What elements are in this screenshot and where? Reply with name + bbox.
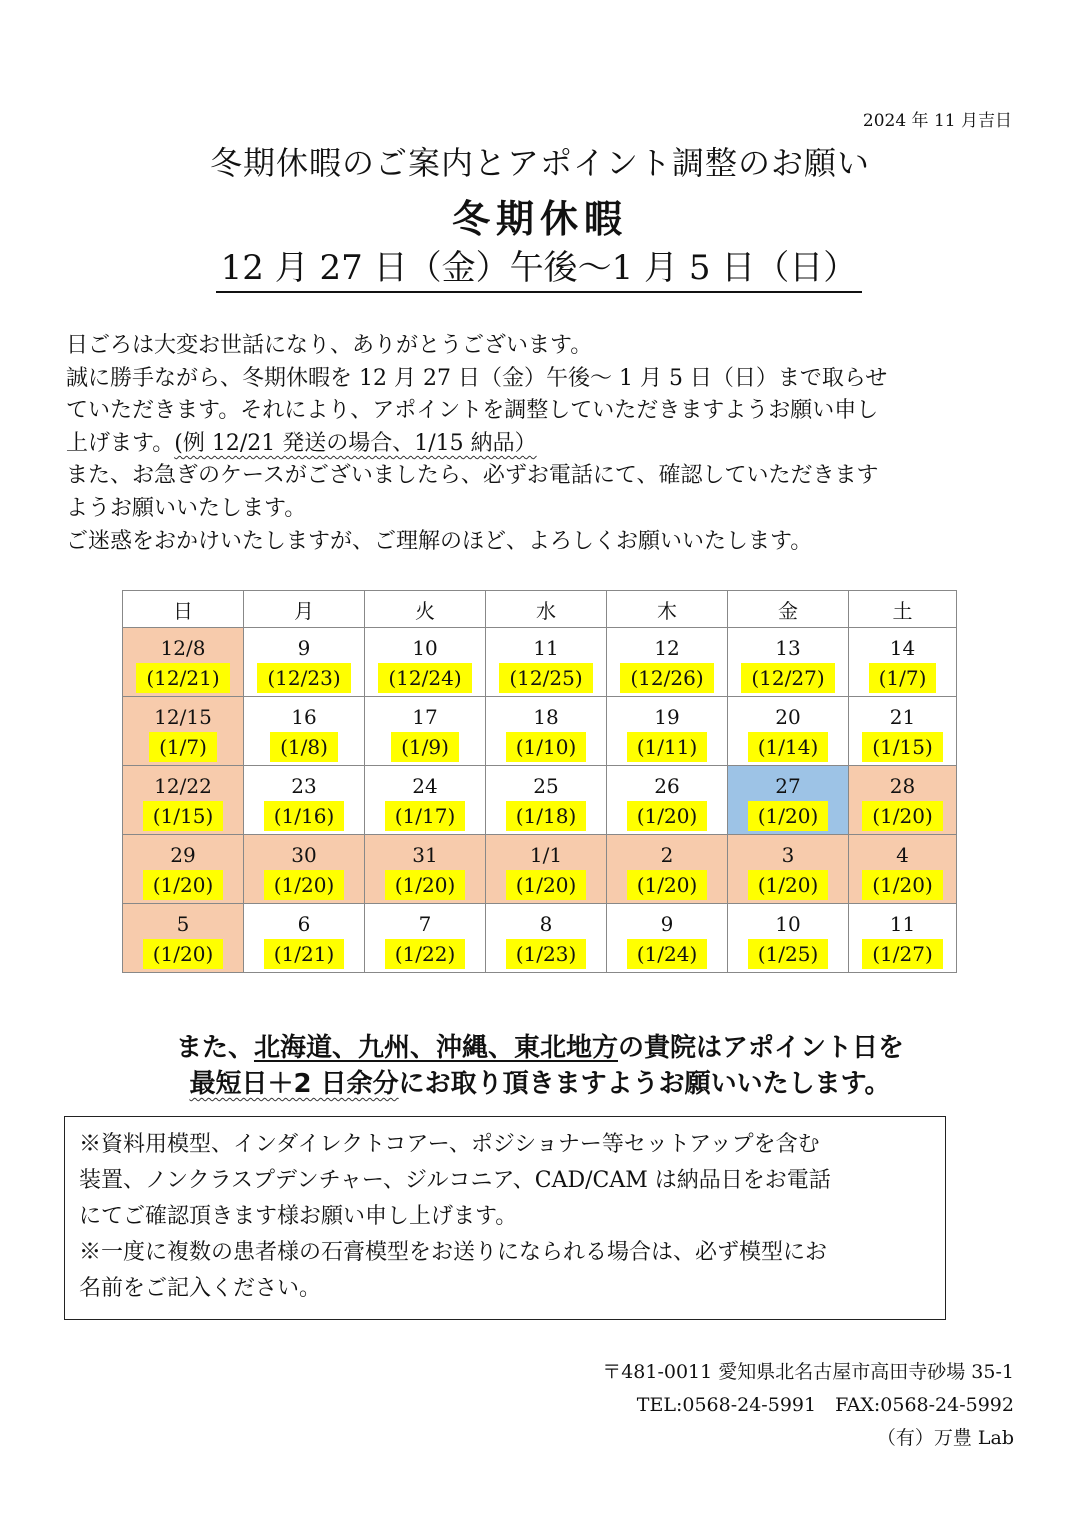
delivery-date-badge: (1/20) <box>862 870 943 900</box>
calendar-day-cell <box>486 904 607 973</box>
delivery-date-badge: (1/20) <box>143 939 224 969</box>
calendar-day-cell <box>365 904 486 973</box>
calendar-day-label: 9 <box>297 636 311 660</box>
notice-regions: 北海道、九州、沖縄、東北地方 <box>253 1033 618 1063</box>
calendar-day-cell <box>728 766 849 835</box>
calendar-day-label: 2 <box>660 843 674 867</box>
delivery-date-badge: (12/25) <box>499 663 592 693</box>
body-line: ご迷惑をおかけいたしますが、ご理解のほど、よろしくお願いいたします。 <box>66 528 813 554</box>
calendar-day-cell <box>244 697 365 766</box>
calendar-day-label: 25 <box>533 774 559 798</box>
calendar-day-label: 23 <box>291 774 317 798</box>
calendar-day-label: 31 <box>412 843 438 867</box>
calendar-day-label: 19 <box>654 705 680 729</box>
calendar-day-label: 21 <box>889 705 916 729</box>
calendar-day-label: 11 <box>889 912 916 936</box>
calendar-day-cell <box>244 835 365 904</box>
calendar-day-cell <box>486 628 607 697</box>
delivery-date-badge: (1/21) <box>264 939 345 969</box>
calendar-day-label: 20 <box>775 705 801 729</box>
caution-line: にてご確認頂きます様お願い申し上げます。 <box>79 1204 518 1229</box>
calendar-day-label: 7 <box>418 912 432 936</box>
calendar-day-cell <box>849 904 957 973</box>
delivery-date-badge: (1/20) <box>385 870 466 900</box>
delivery-date-badge: (12/21) <box>136 663 229 693</box>
calendar-day-cell <box>365 697 486 766</box>
calendar-day-label: 12/8 <box>160 636 206 660</box>
caution-line: ※資料用模型、インダイレクトコアー、ポジショナー等セットアップを含む <box>79 1132 820 1157</box>
calendar-day-cell <box>486 697 607 766</box>
calendar-day-cell <box>849 835 957 904</box>
calendar-day-label: 10 <box>775 912 801 936</box>
body-line: ようお願いいたします。 <box>66 495 307 521</box>
calendar-day-cell <box>244 766 365 835</box>
calendar-day-cell <box>607 628 728 697</box>
caution-line: 装置、ノンクラスプデンチャー、ジルコニア、CAD/CAM は納品日をお電話 <box>79 1168 831 1193</box>
calendar-day-cell <box>849 628 957 697</box>
calendar-day-cell <box>728 904 849 973</box>
calendar-day-label: 14 <box>889 636 916 660</box>
delivery-date-badge: (1/20) <box>264 870 345 900</box>
notice-line <box>0 1066 1080 1102</box>
calendar-day-label: 12/15 <box>154 705 212 729</box>
calendar-day-cell <box>849 766 957 835</box>
calendar-week-row <box>123 904 957 973</box>
delivery-date-badge: (1/15) <box>862 732 943 762</box>
calendar-day-label: 30 <box>291 843 317 867</box>
calendar-week-row <box>123 766 957 835</box>
delivery-date-badge: (1/7) <box>149 732 217 762</box>
delivery-date-badge: (1/15) <box>143 801 224 831</box>
delivery-date-badge: (1/7) <box>869 663 937 693</box>
delivery-date-badge: (1/16) <box>264 801 345 831</box>
body-text <box>66 330 1016 558</box>
calendar-day-label: 18 <box>533 705 559 729</box>
calendar-week-row <box>123 835 957 904</box>
example-note: (例 12/21 発送の場合、1/15 納品） <box>174 430 537 456</box>
caution-line: ※一度に複数の患者様の石膏模型をお送りになられる場合は、必ず模型にお <box>79 1240 828 1265</box>
calendar-day-cell <box>607 835 728 904</box>
delivery-date-badge: (1/20) <box>506 870 587 900</box>
calendar-day-cell <box>365 628 486 697</box>
calendar-day-cell <box>123 766 244 835</box>
delivery-date-badge: (1/9) <box>391 732 459 762</box>
body-line: ていただきます。それにより、アポイントを調整していただきますようお願い申し <box>66 398 879 424</box>
company-address: 〒481-0011 愛知県北名古屋市高田寺砂場 35-1 <box>602 1361 1014 1383</box>
notice-line <box>0 1030 1080 1066</box>
calendar-day-label: 12 <box>654 636 680 660</box>
notice-text: にお取り頂きますようお願いいたします。 <box>398 1069 891 1099</box>
calendar-day-label: 6 <box>297 912 311 936</box>
calendar-day-label: 11 <box>533 636 559 660</box>
calendar-day-label: 1/1 <box>529 843 563 867</box>
delivery-date-badge: (1/23) <box>506 939 587 969</box>
delivery-date-badge: (12/27) <box>741 663 834 693</box>
company-footer <box>602 1356 1014 1455</box>
weekday-header: 日 <box>123 591 244 628</box>
calendar-week-row <box>123 697 957 766</box>
issue-date: 2024 年 11 月吉日 <box>862 111 1012 131</box>
calendar-day-label: 3 <box>781 843 795 867</box>
delivery-date-badge: (12/23) <box>257 663 350 693</box>
delivery-date-badge: (1/17) <box>385 801 466 831</box>
calendar-day-cell <box>244 628 365 697</box>
delivery-date-badge: (12/26) <box>620 663 713 693</box>
calendar-day-cell <box>728 628 849 697</box>
calendar-week-row <box>123 628 957 697</box>
notice-emphasis: 最短日＋2 日余分 <box>189 1069 399 1099</box>
delivery-date-badge: (1/24) <box>627 939 708 969</box>
notice-text: また、 <box>175 1033 254 1063</box>
calendar-day-cell <box>486 766 607 835</box>
holiday-heading: 冬期休暇 <box>451 197 628 241</box>
body-line <box>66 428 1016 461</box>
delivery-date-badge: (1/20) <box>627 870 708 900</box>
calendar-day-cell <box>123 904 244 973</box>
delivery-date-badge: (1/20) <box>748 801 829 831</box>
delivery-date-badge: (1/27) <box>862 939 943 969</box>
calendar-day-cell <box>607 766 728 835</box>
calendar-day-label: 12/22 <box>154 774 212 798</box>
calendar-day-label: 16 <box>291 705 317 729</box>
calendar-day-label: 26 <box>654 774 680 798</box>
calendar-day-label: 13 <box>775 636 801 660</box>
holiday-period: 12 月 27 日（金）午後～1 月 5 日（日） <box>216 240 862 293</box>
caution-line: 名前をご記入ください。 <box>79 1276 322 1301</box>
calendar-day-label: 29 <box>170 843 196 867</box>
calendar-day-cell <box>486 835 607 904</box>
calendar-day-cell <box>123 835 244 904</box>
calendar-day-cell <box>728 835 849 904</box>
calendar-day-label: 24 <box>412 774 438 798</box>
calendar-day-label: 27 <box>775 774 801 798</box>
calendar-day-label: 8 <box>539 912 553 936</box>
delivery-date-badge: (12/24) <box>378 663 471 693</box>
delivery-date-badge: (1/14) <box>748 732 829 762</box>
calendar-day-cell <box>123 697 244 766</box>
calendar-day-cell <box>728 697 849 766</box>
delivery-date-badge: (1/25) <box>748 939 829 969</box>
regional-notice <box>0 1030 1080 1102</box>
calendar-day-label: 9 <box>660 912 674 936</box>
company-name: （有）万豊 Lab <box>876 1427 1014 1449</box>
calendar-day-cell <box>365 766 486 835</box>
calendar-day-label: 10 <box>412 636 438 660</box>
weekday-header: 土 <box>849 591 957 628</box>
page-title: 冬期休暇のご案内とアポイント調整のお願い <box>209 144 870 182</box>
weekday-header: 木 <box>607 591 728 628</box>
body-line: 誠に勝手ながら、冬期休暇を 12 月 27 日（金）午後～ 1 月 5 日（日）まで取らせ <box>66 365 888 391</box>
calendar-day-label: 17 <box>412 705 438 729</box>
delivery-date-badge: (1/20) <box>748 870 829 900</box>
calendar-day-cell <box>607 697 728 766</box>
calendar-day-label: 4 <box>896 843 909 867</box>
caution-box <box>64 1116 946 1320</box>
weekday-header: 月 <box>244 591 365 628</box>
calendar-day-label: 28 <box>889 774 916 798</box>
body-line: また、お急ぎのケースがございましたら、必ずお電話にて、確認していただきます <box>66 463 879 489</box>
delivery-date-badge: (1/18) <box>506 801 587 831</box>
weekday-header: 金 <box>728 591 849 628</box>
delivery-date-badge: (1/20) <box>627 801 708 831</box>
body-line-start: 上げます。 <box>66 430 175 456</box>
calendar-day-cell <box>123 628 244 697</box>
calendar-day-cell <box>849 697 957 766</box>
delivery-date-badge: (1/8) <box>270 732 338 762</box>
calendar-day-label: 5 <box>176 912 190 936</box>
weekday-header-row <box>123 591 957 628</box>
delivery-date-badge: (1/20) <box>862 801 943 831</box>
shipping-calendar <box>122 590 957 973</box>
calendar-day-cell <box>365 835 486 904</box>
company-phones: TEL:0568-24-5991 FAX:0568-24-5992 <box>636 1394 1014 1416</box>
delivery-date-badge: (1/11) <box>627 732 708 762</box>
weekday-header: 火 <box>365 591 486 628</box>
weekday-header: 水 <box>486 591 607 628</box>
calendar-day-cell <box>607 904 728 973</box>
delivery-date-badge: (1/10) <box>506 732 587 762</box>
body-line: 日ごろは大変お世話になり、ありがとうございます。 <box>66 333 593 358</box>
notice-text: の貴院はアポイント日を <box>618 1033 905 1063</box>
delivery-date-badge: (1/22) <box>385 939 466 969</box>
calendar-day-cell <box>244 904 365 973</box>
delivery-date-badge: (1/20) <box>143 870 224 900</box>
